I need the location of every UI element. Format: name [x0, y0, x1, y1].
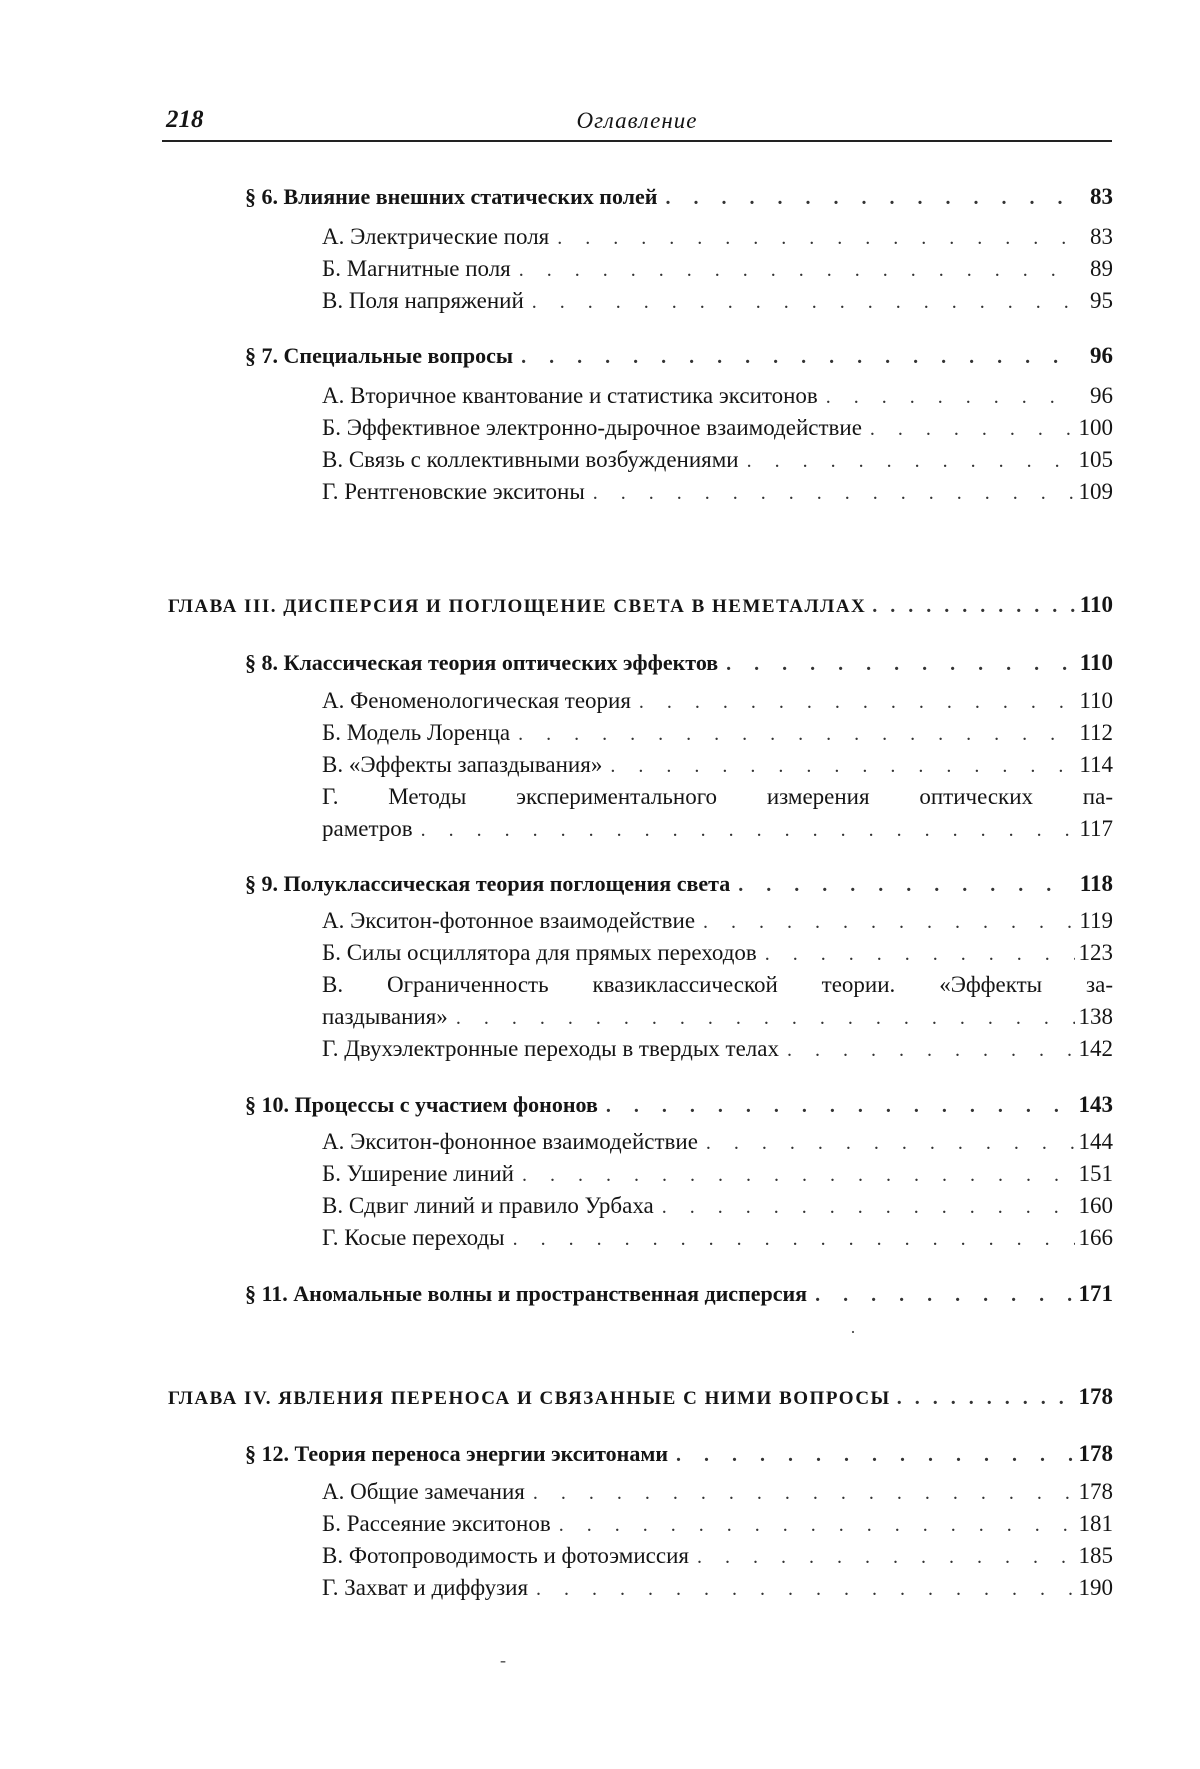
leader-dots: [765, 938, 1075, 970]
toc-subsection: [322, 1476, 1113, 1508]
leader-dots: [738, 869, 1075, 901]
leader-dots: [593, 477, 1075, 509]
toc-subsection: [322, 937, 1113, 969]
toc-page-number: 151: [1078, 1161, 1113, 1186]
leader-dots: [533, 1477, 1075, 1509]
leader-dots: [521, 341, 1075, 373]
print-speck: -: [500, 1650, 506, 1670]
toc-subsection: [322, 221, 1113, 253]
toc-page-number: 143: [1078, 1092, 1113, 1117]
toc-page-number: 123: [1078, 940, 1113, 965]
toc-subsection: [322, 1190, 1113, 1222]
toc-entry-label: ГЛАВА III. ДИСПЕРСИЯ И ПОГЛОЩЕНИЕ СВЕТА В НЕМЕТАЛЛАХ: [168, 596, 867, 617]
print-speck: ·: [850, 1322, 856, 1342]
toc-subsection: [322, 1001, 1113, 1033]
toc-page-number: 110: [1079, 592, 1113, 617]
toc-section-12: [245, 1438, 1113, 1470]
toc-subsection: [322, 813, 1113, 845]
leader-dots: [826, 381, 1075, 413]
leader-dots: [456, 1002, 1075, 1034]
toc-entry-label: Г. Косые переходы: [322, 1225, 505, 1250]
toc-subsection: [322, 444, 1113, 476]
toc-subsection: [322, 285, 1113, 317]
toc-entry-label: § 8. Классическая теория оптических эффектов: [245, 650, 719, 675]
toc-page-number: 142: [1078, 1036, 1113, 1061]
toc-page-number: 166: [1078, 1225, 1113, 1250]
toc-chapter-4: [168, 1381, 1113, 1413]
leader-dots: [706, 1127, 1075, 1159]
toc-subsection: [322, 380, 1113, 412]
toc-chapter-3: [168, 589, 1113, 621]
toc-page-number: 105: [1078, 447, 1113, 472]
toc-subsection-line: В. Ограниченность квазиклассической теории. «Эффекты за-: [322, 972, 1113, 997]
leader-dots: [815, 1279, 1074, 1311]
toc-page-number: 96: [1090, 383, 1113, 408]
toc-entry-label: А. Электрические поля: [322, 224, 550, 249]
toc-entry-label: Г. Захват и диффузия: [322, 1575, 529, 1600]
running-title: Оглавление: [576, 108, 698, 133]
leader-dots: [697, 1541, 1075, 1573]
leader-dots: [557, 222, 1075, 254]
toc-subsection: [322, 1158, 1113, 1190]
toc-page-number: 138: [1078, 1004, 1113, 1029]
toc-section-7: [245, 340, 1113, 372]
toc-page-number: 178: [1078, 1384, 1113, 1409]
leader-dots: [703, 906, 1075, 938]
toc-entry-label: § 9. Полуклассическая теория поглощения света: [245, 871, 731, 896]
toc-entry-label: А. Экситон-фотонное взаимодействие: [322, 908, 696, 933]
toc-entry-label: ГЛАВА IV. ЯВЛЕНИЯ ПЕРЕНОСА И СВЯЗАННЫЕ С НИМИ ВОПРОСЫ: [168, 1388, 891, 1409]
toc-subsection: [322, 253, 1113, 285]
leader-dots: [676, 1439, 1074, 1471]
toc-section-11: [245, 1278, 1113, 1310]
leader-dots: [662, 1191, 1075, 1223]
toc-subsection-line: Г. Методы экспериментального измерения оптических па-: [322, 784, 1113, 809]
toc-page-number: 144: [1078, 1129, 1113, 1154]
toc-page-number: 83: [1090, 184, 1113, 209]
toc-entry-label: Г. Двухэлектронные переходы в твердых телах: [322, 1036, 779, 1061]
toc-entry-label: паздывания»: [322, 1004, 448, 1029]
toc-entry-label: § 6. Влияние внешних статических полей: [245, 184, 658, 209]
toc-page-number: 96: [1090, 343, 1113, 368]
leader-dots: [519, 254, 1075, 286]
leader-dots: [897, 1382, 1075, 1414]
leader-dots: [870, 413, 1075, 445]
leader-dots: [665, 182, 1075, 214]
toc-subsection: [322, 476, 1113, 508]
leader-dots: [421, 814, 1075, 846]
toc-entry-label: А. Вторичное квантование и статистика экситонов: [322, 383, 818, 408]
toc-subsection: [322, 1508, 1113, 1540]
toc-subsection: [322, 1033, 1113, 1065]
toc-entry-label: В. Сдвиг линий и правило Урбаха: [322, 1193, 654, 1218]
toc-page-number: 119: [1079, 908, 1113, 933]
toc-entry-label: В. Связь с коллективными возбуждениями: [322, 447, 739, 472]
toc-subsection: [322, 905, 1113, 937]
toc-entry-label: Б. Модель Лоренца: [322, 720, 511, 745]
leader-dots: [522, 1159, 1075, 1191]
toc-entry-label: Б. Эффективное электронно-дырочное взаимодействие: [322, 415, 862, 440]
toc-entry-label: § 7. Специальные вопросы: [245, 343, 514, 368]
toc-subsection: [322, 1222, 1113, 1254]
toc-section-6: [245, 181, 1113, 213]
leader-dots: [747, 445, 1075, 477]
toc-entry-label: § 10. Процессы с участием фононов: [245, 1092, 598, 1117]
toc-subsection: [322, 749, 1113, 781]
toc-page-number: 178: [1078, 1479, 1113, 1504]
toc-subsection: [322, 1540, 1113, 1572]
leader-dots: [536, 1573, 1074, 1605]
toc-entry-label: Б. Силы осциллятора для прямых переходов: [322, 940, 757, 965]
toc-page-number: 185: [1078, 1543, 1113, 1568]
toc-entry-label: § 12. Теория переноса энергии экситонами: [245, 1441, 669, 1466]
toc-page-number: 110: [1079, 688, 1113, 713]
toc-entry-label: Б. Уширение линий: [322, 1161, 514, 1186]
leader-dots: [610, 750, 1075, 782]
toc-subsection: [322, 412, 1113, 444]
toc-entry-label: Б. Магнитные поля: [322, 256, 511, 281]
toc-entry-label: Г. Рентгеновские экситоны: [322, 479, 585, 504]
toc-page-number: 181: [1078, 1511, 1113, 1536]
toc-section-9: [245, 868, 1113, 900]
leader-dots: [513, 1223, 1075, 1255]
toc-entry-label: В. Фотопроводимость и фотоэмиссия: [322, 1543, 689, 1568]
toc-page-number: 114: [1079, 752, 1113, 777]
toc-entry-label: А. Феноменологическая теория: [322, 688, 631, 713]
toc-subsection: [322, 1572, 1113, 1604]
toc-page-number: 117: [1079, 816, 1113, 841]
toc-page-number: 112: [1079, 720, 1113, 745]
leader-dots: [639, 686, 1075, 718]
toc-subsection: [322, 1126, 1113, 1158]
toc-section-10: [245, 1089, 1113, 1121]
toc-page-number: 160: [1078, 1193, 1113, 1218]
toc-page-number: 118: [1079, 871, 1113, 896]
toc-entry-label: В. Поля напряжений: [322, 288, 524, 313]
toc-entry-label: раметров: [322, 816, 413, 841]
toc-subsection: [322, 717, 1113, 749]
leader-dots: [787, 1034, 1075, 1066]
toc-entry-label: Б. Рассеяние экситонов: [322, 1511, 551, 1536]
toc-page-number: 95: [1090, 288, 1113, 313]
toc-page-number: 89: [1090, 256, 1113, 281]
toc-page-number: 171: [1078, 1281, 1113, 1306]
leader-dots: [559, 1509, 1075, 1541]
leader-dots: [518, 718, 1075, 750]
toc-page-number: 109: [1078, 479, 1113, 504]
toc-page-number: 190: [1078, 1575, 1113, 1600]
toc-entry-label: § 11. Аномальные волны и пространственная дисперсия: [245, 1281, 808, 1306]
toc-page-number: 110: [1079, 650, 1113, 675]
leader-dots: [606, 1090, 1075, 1122]
leader-dots: [532, 286, 1075, 318]
toc-entry-label: А. Общие замечания: [322, 1479, 525, 1504]
toc-entry-label: А. Экситон-фононное взаимодействие: [322, 1129, 698, 1154]
toc-entry-label: В. «Эффекты запаздывания»: [322, 752, 603, 777]
page-number: 218: [166, 106, 204, 133]
toc-page-number: 100: [1078, 415, 1113, 440]
leader-dots: [726, 648, 1075, 680]
toc-subsection: [322, 685, 1113, 717]
leader-dots: [872, 590, 1075, 622]
toc-section-8: [245, 647, 1113, 679]
toc-page-number: 83: [1090, 224, 1113, 249]
toc-page-number: 178: [1078, 1441, 1113, 1466]
